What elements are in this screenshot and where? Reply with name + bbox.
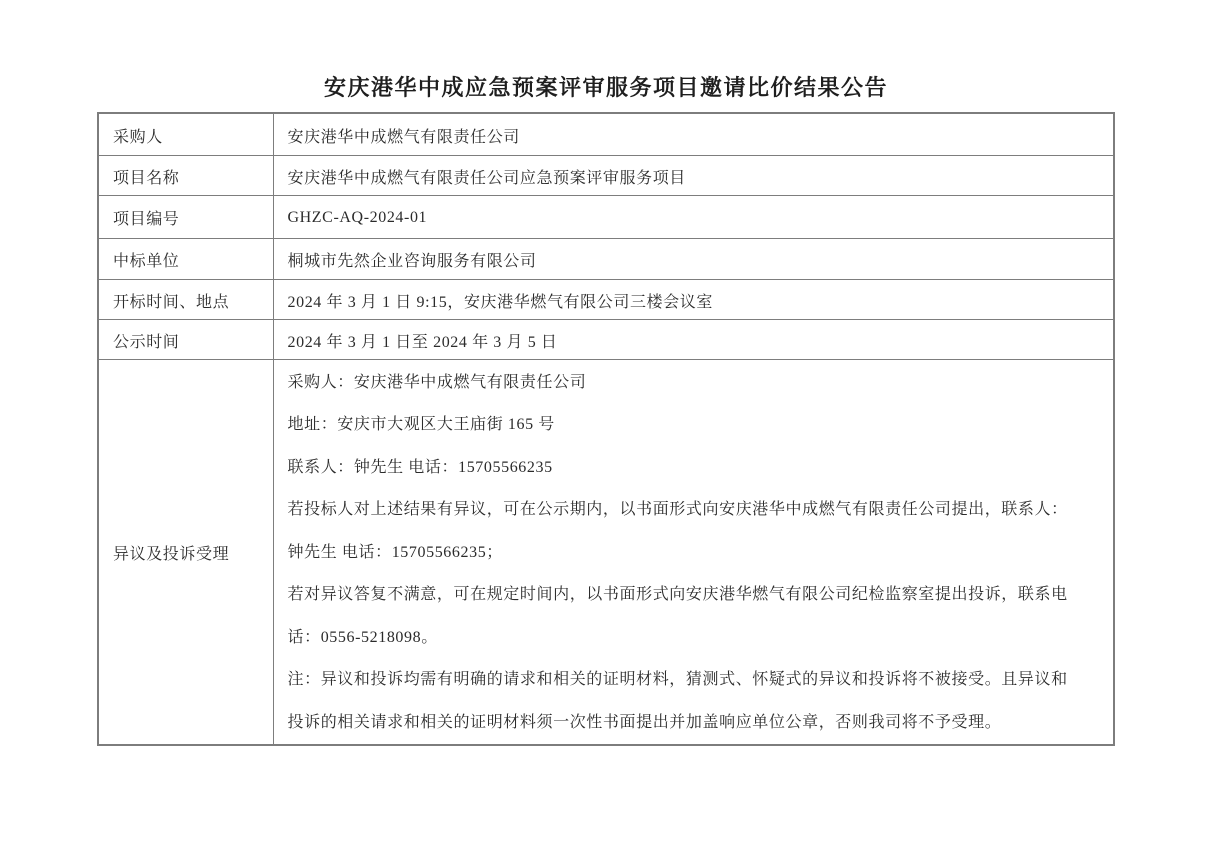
table-row	[98, 113, 1114, 155]
objection-line: 联系人：钟先生 电话：15705566235	[287, 458, 553, 476]
row-value-publicity-period: 2024 年 3 月 1 日至 2024 年 3 月 5 日	[273, 319, 1114, 359]
table-row	[98, 319, 1114, 359]
table-row	[98, 155, 1114, 195]
objection-line: 地址：安庆市大观区大王庙街 165 号	[287, 416, 555, 433]
row-value-project-name: 安庆港华中成燃气有限责任公司应急预案评审服务项目	[273, 155, 1114, 195]
objection-line: 钟先生 电话：15705566235；	[287, 543, 503, 561]
table-row	[98, 238, 1114, 279]
row-label-objection-handling: 异议及投诉受理	[98, 359, 273, 745]
row-label-project-name: 项目名称	[98, 155, 273, 195]
row-value-winning-bidder: 桐城市先然企业咨询服务有限公司	[273, 238, 1114, 279]
row-label-winning-bidder: 中标单位	[98, 238, 273, 279]
announcement-table	[97, 112, 1115, 746]
table-row	[98, 359, 1114, 745]
row-label-purchaser: 采购人	[98, 113, 273, 155]
table-row	[98, 195, 1114, 238]
objection-line: 若对异议答复不满意，可在规定时间内，以书面形式向安庆港华燃气有限公司纪检监察室提出投诉，联系电	[287, 586, 1068, 603]
row-label-project-number: 项目编号	[98, 195, 273, 238]
row-value-purchaser: 安庆港华中成燃气有限责任公司	[273, 113, 1114, 155]
row-value-project-number: GHZC-AQ-2024-01	[273, 195, 1114, 238]
objection-line: 投诉的相关请求和相关的证明材料须一次性书面提出并加盖响应单位公章，否则我司将不予受理。	[287, 713, 1002, 731]
row-value-bid-opening: 2024 年 3 月 1 日 9:15，安庆港华燃气有限公司三楼会议室	[273, 279, 1114, 319]
objection-line: 若投标人对上述结果有异议，可在公示期内，以书面形式向安庆港华中成燃气有限责任公司提出，联系人：	[287, 501, 1068, 518]
row-label-publicity-period: 公示时间	[98, 319, 273, 359]
objection-line: 话：0556-5218098。	[287, 628, 438, 646]
objection-line: 注：异议和投诉均需有明确的请求和相关的证明材料，猜测式、怀疑式的异议和投诉将不被接受。且异议和	[287, 671, 1068, 688]
row-label-bid-opening: 开标时间、地点	[98, 279, 273, 319]
row-value-objection-handling	[273, 359, 1114, 745]
document-title: 安庆港华中成应急预案评审服务项目邀请比价结果公告	[323, 75, 888, 100]
objection-line: 采购人：安庆港华中成燃气有限责任公司	[287, 373, 587, 391]
table-row	[98, 279, 1114, 319]
